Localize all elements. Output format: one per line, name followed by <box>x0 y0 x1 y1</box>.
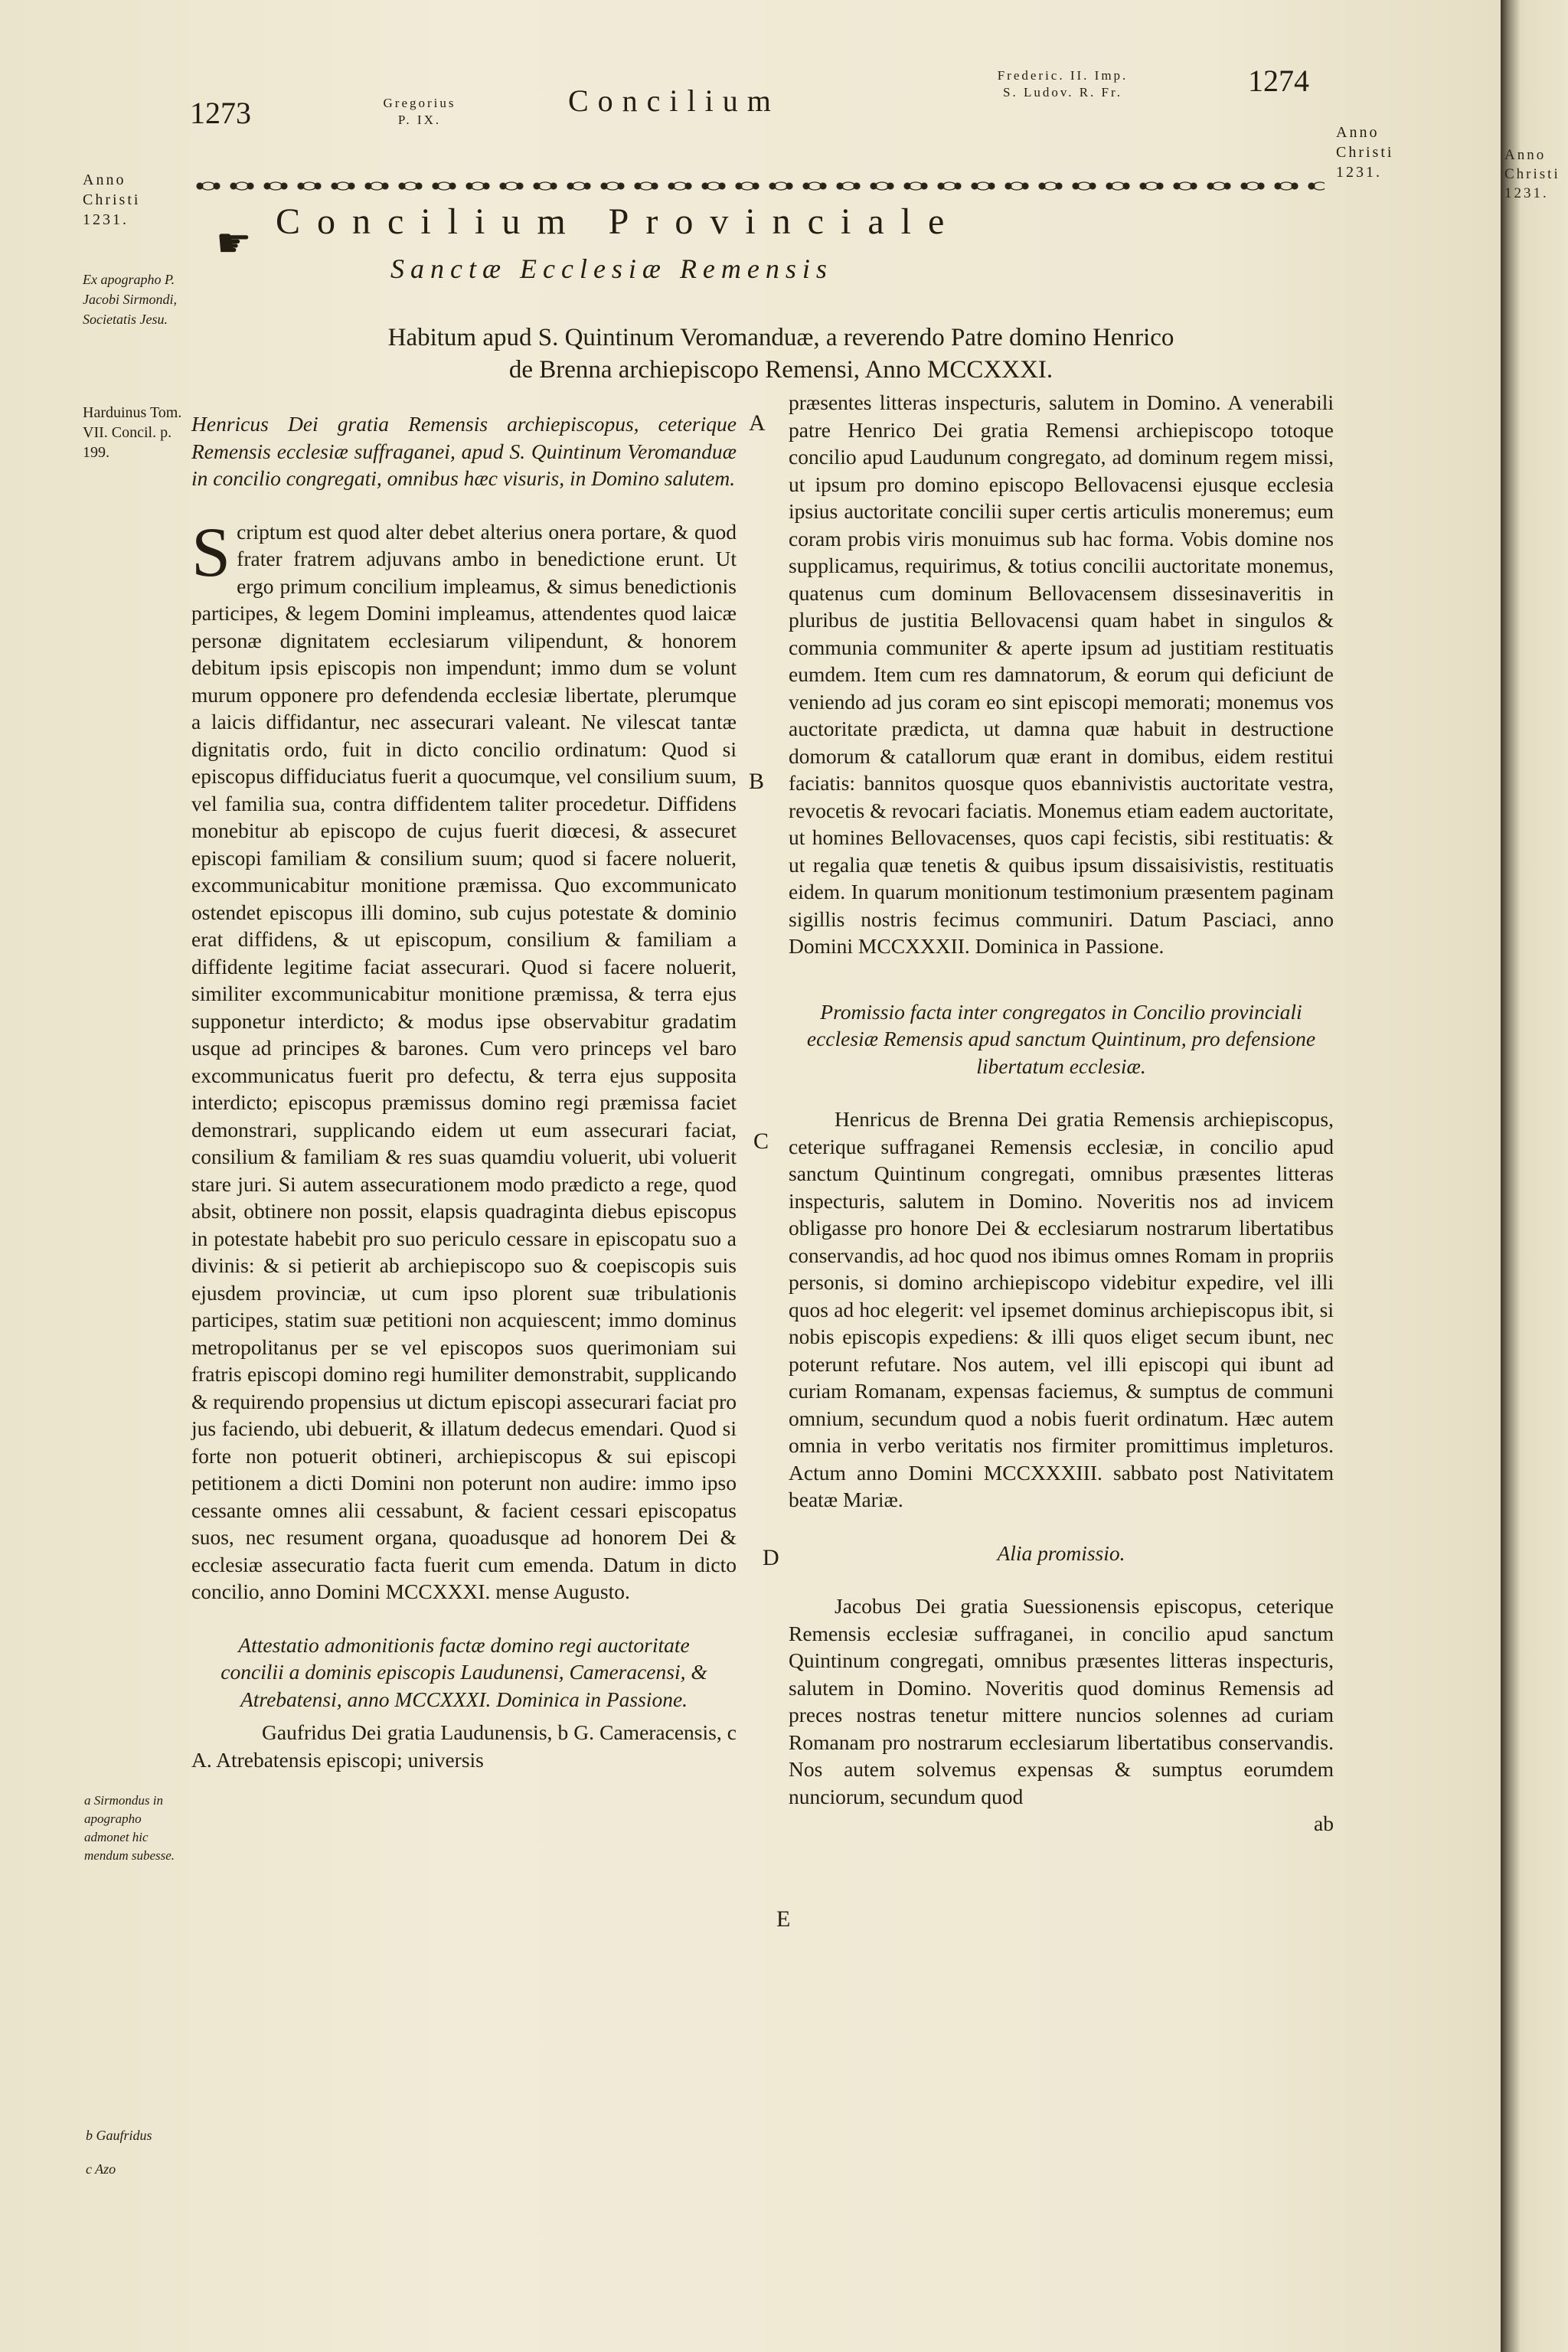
alia-promissio-body: Jacobus Dei gratia Suessionensis episcopus, ceterique Remensis ecclesiæ suffraganei, in concilio apud sanctum Quintinum congregati, omnibus præsentes litteras inspecturis, salutem in Domino. Noveritis quod dominus Remensis ad preces nostras tenetur mittere nuncios solennes ad curiam Romanam pro nostrarum ecclesiarum libertatibus conservandis. Nos autem solvemus expensas & sumptus eorumdem nunciorum, secundum quod <box>789 1594 1334 1808</box>
edge-year-label: 1231. <box>1504 185 1549 201</box>
running-head-right <box>948 67 1178 101</box>
monitio-text: præsentes litteras inspecturis, salutem in Domino. A venerabili patre Henrico Dei gratia Remensi archiepiscopo totoque concilio apud Laudunum congregato, ad dominum regem missi, ut ipsum pro domino episcopo Bellovacensi ejusque ecclesia ipsius auctoritate concilii super certis articulis moneremus; eum coram probis viris monuimus sub hac forma. Vobis domine nos supplicamus, requirimus, & totius concilii auctoritate monemus, quatenus cum dominum Bellovacensem dissesinaveritis in pluribus de justitia Bellovacensi quam habet in singulos & communia communiter & aperte ipsum ad justitiam restituatis eumdem. Item cum res damnatorum, & eorum qui deficiunt de veniendo ad jus coram eo sint episcopi memorati; monemus vos auctoritate prædicta, ut damna quæ habuit in destructione domorum & catallorum quæ erant in domibus, eidem restitui faciatis: bannitos quosque quos ebannivistis auctoritate vestra, revocetis & revocari faciatis. Monemus etiam eadem auctoritate, ut homines Bellovacenses, quos capi fecistis, sibi restituatis: & ut regalia quæ tenetis & quibus ipsum dissaisivistis, restituatis eidem. In quarum monitionum testimonium præsentem paginam sigillis nostris fecimus communiri. Datum Pasciaci, anno Domini MCCXXXII. Dominica in Passione. <box>789 390 1334 958</box>
margin-harduinus-note: Harduinus Tom. VII. Concil. p. 199. <box>83 404 182 461</box>
margin-note-b: b Gaufridus <box>86 2128 152 2143</box>
attestatio-start: Gaufridus Dei gratia Laudunensis, b G. Cameracensis, c A. Atrebatensis episcopi; universis <box>191 1720 737 1772</box>
ornamental-band <box>191 176 1325 196</box>
promissio-body: Henricus de Brenna Dei gratia Remensis archiepiscopus, ceterique suffraganei Remensis ecclesiæ, in concilio apud sanctum Quintinum congregati, omnibus præsentes litteras inspecturis, salutem in Domino. Noveritis nos ad invicem obligasse pro honore Dei & ecclesiarum nostrarum libertatibus conservandis, ad hoc quod nos ibimus omnes Romam in propriis personis, si domino archiepiscopo videbitur expedire, vel illi quos ad hoc elegerit: vel ipsemet dominus archiepiscopus ibit, si nobis episcopis expediens: & illi quos eliget secum ibunt, nec poterunt refutare. Nos autem, vel illi episcopi qui ibunt ad curiam Romanam, expensas faciemus, & sumptus de communi omnium, secundum quod a nobis fuerit ordinatum. Hæc autem omnia in verbo veritatis nos firmiter promittimus impleturos. Actum anno Domini MCCXXXIII. sabbato post Nativitatem beatæ Mariæ. <box>789 1107 1334 1511</box>
section-marker-a: A <box>749 410 766 436</box>
edge-christi-label: Christi <box>1504 166 1560 182</box>
catchword: ab <box>1314 1811 1334 1835</box>
margin-right-christi-label: Christi <box>1336 144 1394 161</box>
running-head-left <box>343 95 496 129</box>
page-number-right: 1274 <box>1248 64 1309 98</box>
running-head-title: Concilium <box>568 83 780 118</box>
section-marker-e: E <box>776 1906 791 1932</box>
margin-left-anno-label: Anno <box>83 172 126 188</box>
attestatio-heading: Attestatio admonitionis factæ domino regi auctoritate concilii a dominis episcopis Laudunensi, Cameracensi, & Atrebatensi, anno MCCXXXI. Dominica in Passione. <box>220 1632 707 1711</box>
council-heading-line1: Habitum apud S. Quintinum Veromanduæ, a reverendo Patre domino Henrico <box>387 324 1174 351</box>
section-marker-b: B <box>749 769 765 794</box>
decree-text <box>191 512 737 1606</box>
section-marker-d: D <box>763 1545 779 1570</box>
sub-title: Sanctæ Ecclesiæ Remensis <box>390 253 833 284</box>
letter-intro: Henricus Dei gratia Remensis archiepiscopus, ceterique Remensis ecclesiæ suffraganei, apud S. Quintinum Veromanduæ in concilio congregati, omnibus hæc visuris, in Domino salutem. <box>191 412 737 490</box>
facing-page-edge <box>1501 0 1568 2352</box>
margin-right-anno-label: Anno <box>1336 124 1380 141</box>
alia-promissio-heading: Alia promissio. <box>997 1540 1125 1565</box>
facing-page-margin-note <box>1504 145 1566 203</box>
council-heading-line2: de Brenna archiepiscopo Remensi, Anno MCCXXXI. <box>508 356 1054 384</box>
margin-left-year-label: 1231. <box>83 211 129 228</box>
edge-anno-label: Anno <box>1504 147 1547 163</box>
drop-cap: S <box>191 512 231 591</box>
page-number-left: 1273 <box>190 96 251 130</box>
margin-left-year <box>83 170 190 230</box>
running-head-right-line2: S. Ludov. R. Fr. <box>1002 85 1122 100</box>
running-head-left-line1: Gregorius <box>383 96 456 110</box>
margin-left-christi-label: Christi <box>83 191 141 208</box>
decree-body: criptum est quod alter debet alterius onera portare, & quod frater fratrem adjuvans ambo in benedictione erunt. Ut ergo primum concilium impleamus, & simus benedictionis participes, & legem Domini impleamus, attendentes quod laicæ personæ dignitatem ecclesiarum vilipendunt, & honorem debitum ipsis episcopis non impendunt; immo dum se volunt murum opponere pro defendenda ecclesiæ libertate, plerumque a laicis diffidantur, nec assecurari valeant. Ne vilescat tantæ dignitatis ordo, fuit in dicto concilio ordinatum: Quod si episcopus diffiduciatus fuerit a quocumque, vel consilium suum, vel familia sua, contra diffidentem taliter procedetur. Diffidens monebitur ab episcopo de cujus fuerit diœcesi, & assecuret episcopi familiam & consilium suum; quod si facere noluerit, excommunicabitur monitione præmissa. Quo excommunicato ostendet episcopus illi domino, sub cujus potestate & dominio erat diffidens, & ut episcopum, consilium & familiam a diffidente legitime faciat assecurari. Quod si facere noluerit, similiter excommunicabitur monitione præmissa, & terra ejus supponetur interdicto; & modus ipse observabitur gradatim usque ad principes & barones. Cum vero princeps vel baro excommunicatus fuerit pro defectu, & terra ejus supposita interdicto; episcopus præmissus domino regi præmissa faciet demonstrari, supplicando eidem ut eum assecurari faciat, consilium & familiam & res suas quamdiu voluerit, ubi voluerit stare juri. Si autem assecurationem modo prædicto a rege, quod absit, obtinere non possit, elapsis quadraginta diebus episcopus in potestate habebit pro suo periculo cessare in episcopatu suo a divinis: & si petierit ab archiepiscopo suo & coepiscopis suis ejusdem provinciæ, ut cum ipso plorent suæ tribulationis participes, statim suæ petitioni non acquiescent; immo dominus metropolitanus per se vel episcopos suos querimoniam sui fratris episcopi domino regi humiliter demonstrabit, supplicando & requirendo propensius ut dictum episcopi assecurari faciat pro jus faciendo, ubi debuerit, & illatum dedecus emendari. Quod si forte non potuerit obtineri, archiepiscopus & sui episcopi petitionem a dicti Domini non poterunt non audire: immo ipso cessante omnes alii cessabunt, & facient cessari episcopatus suos, nec resument organa, quoadusque ad honorem Dei & ecclesiæ assecuratio facta fuerit cum emenda. Datum in dicto concilio, anno Domini MCCXXXI. mense Augusto. <box>191 519 737 1603</box>
column-left <box>191 410 737 1773</box>
pointing-hand-icon: ☛ <box>216 220 252 266</box>
promissio-heading: Promissio facta inter congregatos in Concilio provinciali ecclesiæ Remensis apud sanctum Quintinum, pro defensione libertatum ecclesiæ. <box>806 999 1316 1078</box>
margin-right-year <box>1336 122 1428 182</box>
margin-source-note: Ex apographo P. Jacobi Sirmondi, Societatis Jesu. <box>83 272 177 327</box>
main-title: Concilium Provinciale <box>276 201 962 242</box>
margin-note-a: a Sirmondus in apographo admonet hic mendum subesse. <box>84 1793 175 1863</box>
margin-note-c: c Azo <box>86 2161 116 2177</box>
council-heading <box>230 322 1332 386</box>
running-head-left-line2: P. IX. <box>397 113 442 127</box>
running-head-right-line1: Frederic. II. Imp. <box>997 68 1129 83</box>
section-marker-c: C <box>753 1129 769 1154</box>
column-right <box>789 389 1334 1838</box>
margin-right-year-label: 1231. <box>1336 164 1382 181</box>
